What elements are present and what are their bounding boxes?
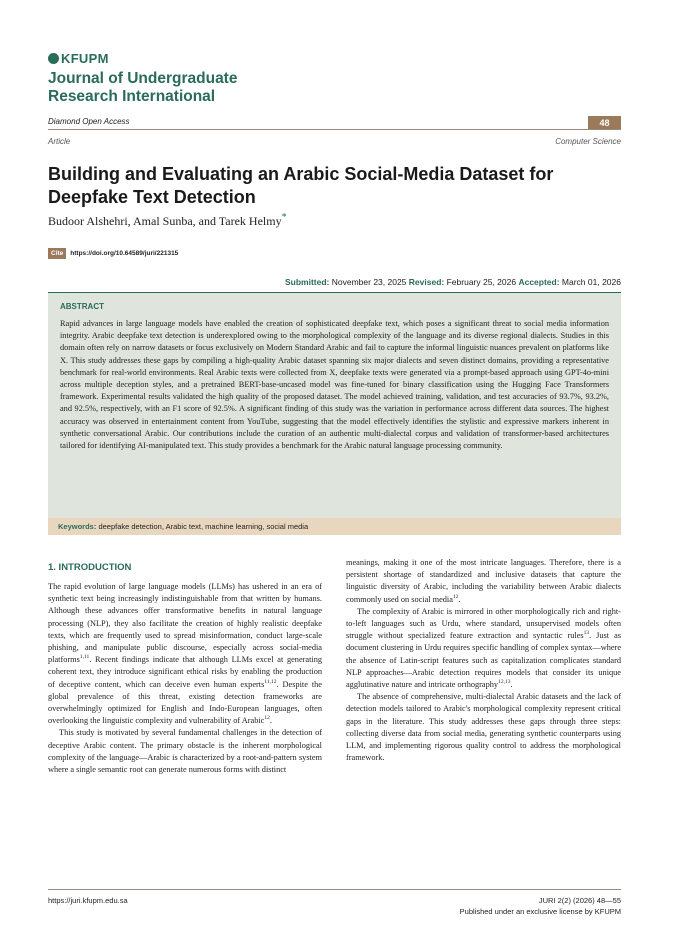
article-title: Building and Evaluating an Arabic Social-Media Dataset for Deepfake Text Detection xyxy=(48,164,554,207)
access-label: Diamond Open Access xyxy=(48,117,130,126)
body-column-right xyxy=(346,557,621,764)
logo-mark-icon xyxy=(48,53,59,64)
footer-volume: JURI 2(2) (2026) 48—55 xyxy=(538,896,621,905)
article-type: Article xyxy=(48,137,71,146)
accepted-date: March 01, 2026 xyxy=(561,277,621,287)
journal-name-line1: Journal of Undergraduate xyxy=(48,70,238,87)
intro-paragraph-3: The complexity of Arabic is mirrored in other morphologically rich and right-to-left languages such as Urdu, where standard, unsupervised models often struggle without specialized feature extraction and syntactic rules$^{13}$. Just as document clustering in Urdu requires specific handling of complex syntax—where the absence of Latin-script features such as capitalization complicates standard NLP approaches—Arabic detection requires models that consider its unique agglutinative nature and intricate orthography$^{12,13}$. xyxy=(346,606,621,690)
revised-label: Revised: xyxy=(408,277,445,287)
footer-divider xyxy=(48,889,621,890)
keywords xyxy=(58,522,308,531)
header-divider xyxy=(48,129,621,130)
abstract-heading: ABSTRACT xyxy=(60,302,104,311)
publication-dates xyxy=(285,277,621,287)
subject-area: Computer Science xyxy=(555,137,621,146)
submitted-date: November 23, 2025 xyxy=(331,277,407,287)
revised-date: February 25, 2026 xyxy=(446,277,517,287)
journal-name xyxy=(48,70,237,106)
doi-link[interactable]: https://doi.org/10.64589/juri/221315 xyxy=(70,250,179,257)
section-heading-introduction: 1. INTRODUCTION xyxy=(48,562,132,573)
accepted-label: Accepted: xyxy=(518,277,560,287)
authors-text: Budoor Alshehri, Amal Sunba, and Tarek Helmy xyxy=(48,214,282,228)
journal-name-line2: Research International xyxy=(48,88,216,105)
intro-paragraph-4: The absence of comprehensive, multi-dialectal Arabic datasets and the lack of detection models tailored to Arabic's morphological complexity represent critical gaps in the literature. This study addresses these gaps through three steps: collecting diverse data from social media, generating synthetic counterparts using LLM, and implementing rigorous quality control to address the morphological framework. xyxy=(346,692,621,763)
kfupm-logo xyxy=(48,51,109,66)
cite-badge[interactable]: Cite xyxy=(48,248,66,259)
author-list xyxy=(48,212,287,229)
abstract-text: Rapid advances in large language models have enabled the creation of sophisticated deepfake text, which poses a significant threat to social media information integrity. Arabic deepfake text detection is underexplored owing to the morphological complexity of the language and its diverse regional dialects. Studies in this domain often rely on narrow datasets or focus exclusively on Modern Standard Arabic and fail to capture the informal linguistic nuances prevalent on platforms like X. This study addresses these gaps by compiling a high-quality Arabic dataset spanning six major dialects and seven distinct domains, providing a representative benchmark for real-world environments. Real Arabic texts were collected from X, deepfake texts were generated via a prompt-based approach using GPT-4o-mini across multiple deception styles, and a pretrained BERT-base-uncased model was fine-tuned for binary classification using the Hugging Face Transformers framework. Experimental results validated the high quality of the proposed dataset. The model achieved training, validation, and test accuracies of 93.7%, 93.2%, and 92.5%, respectively, with an F1 score of 92.5%. A significant finding of this study was the variation in performance across different data sources. The highest accuracy was observed in entertainment content from YouTube, suggesting that the model effectively identifies the stylistic and expressive markers inherent in synthetic conversational Arabic. Our contributions include the curation of an authentic multi-dialectal corpus and validation of transformer-based architectures tailored for identifying AI-manipulated text. This study provides a benchmark for the Arabic natural language processing community. xyxy=(60,319,609,451)
keywords-bar xyxy=(48,518,621,535)
keywords-label: Keywords: xyxy=(58,522,97,531)
body-column-left xyxy=(48,581,322,776)
corresponding-author-mark: * xyxy=(281,212,287,223)
intro-paragraph-2: This study is motivated by several fundamental challenges in the detection of deceptive Arabic content. The primary obstacle is the inherent morphological complexity of the language—Arabic is characterized by a root-and-pattern system where a single semantic root can generate numerous forms with distinct xyxy=(48,728,322,775)
footer-license: Published under an exclusive license by KFUPM xyxy=(459,907,621,916)
submitted-label: Submitted: xyxy=(284,277,330,287)
logo-text: KFUPM xyxy=(61,51,109,66)
keywords-list: deepfake detection, Arabic text, machine learning, social media xyxy=(98,522,309,531)
intro-paragraph-1: The rapid evolution of large language models (LLMs) has ushered in an era of synthetic text being increasingly indistinguishable from that written by humans. Although these advances offer transformative benefits in natural language processing (NLP), they also facilitate the creation of highly realistic deepfake texts, which are frequently used to spread misinformation, conduct large-scale phishing, and manipulate public discourse, especially across social-media platforms$^{1,11}$. Recent findings indicate that although LLMs excel at generating coherent text, they introduce significant ethical risks by enabling the production of deceptive content, which can deceive even human experts$^{11,12}$. Despite the global prevalence of this threat, existing detection frameworks are overwhelmingly optimized for English and Indo-European languages, often overlooking the linguistic complexity and vulnerability of Arabic$^{12}$. xyxy=(48,582,322,726)
citation-block xyxy=(48,248,178,259)
abstract-box xyxy=(48,292,621,519)
page-number-badge: 48 xyxy=(588,116,621,130)
intro-paragraph-2-cont: meanings, making it one of the most intricate languages. Therefore, there is a persistent shortage of standardized and inclusive datasets that capture the linguistic diversity of Arabic, including the variability between Arabic dialects commonly used on social media$^{12}$. xyxy=(346,558,621,604)
footer-url[interactable]: https://juri.kfupm.edu.sa xyxy=(48,896,128,905)
